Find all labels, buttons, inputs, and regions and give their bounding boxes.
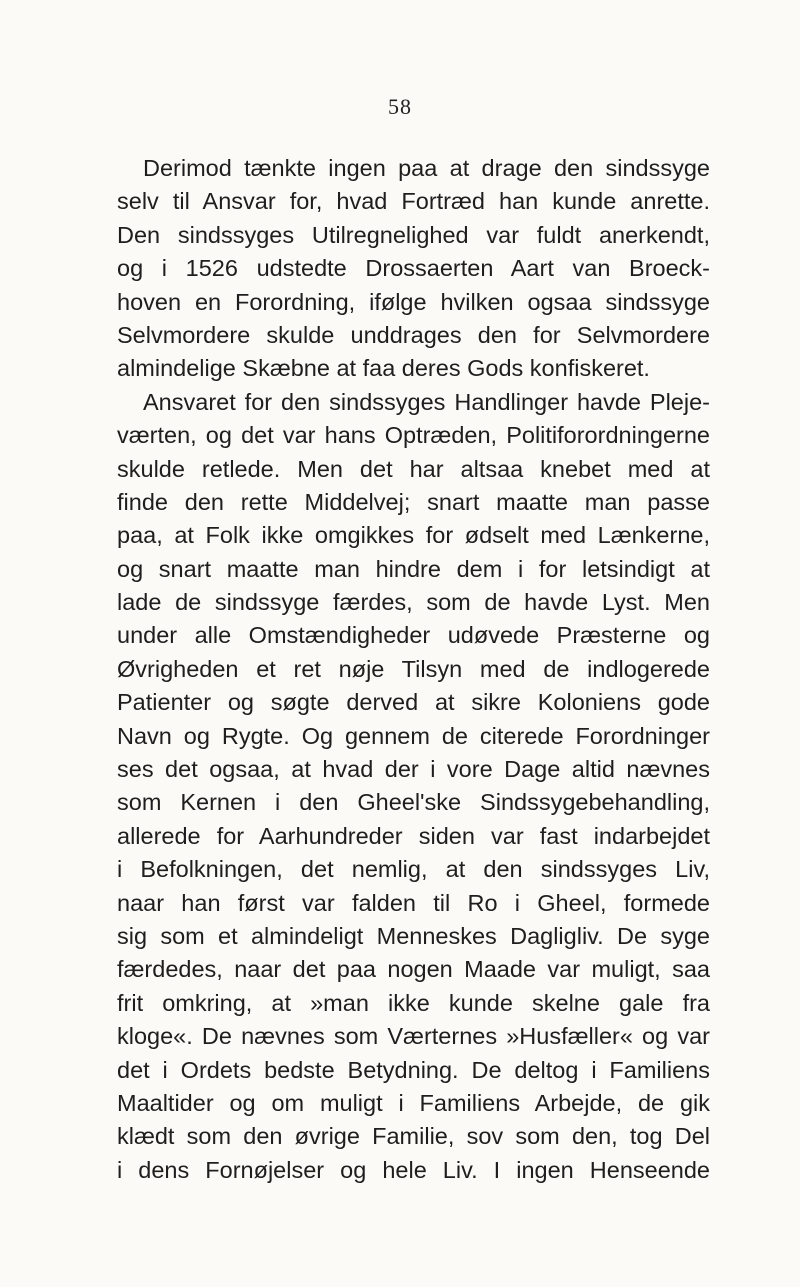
page-number: 58 bbox=[388, 94, 412, 119]
text-line: almindelige Skæbne at faa deres Gods konfiskeret. bbox=[117, 355, 650, 382]
text-line: som Kernen i den Gheel'ske Sindssygebehandling, bbox=[117, 789, 710, 816]
text-line: sig som et almindeligt Menneskes Dagligliv. De syge bbox=[117, 922, 710, 949]
body-text bbox=[117, 152, 710, 1187]
text-line: lade de sindssyge færdes, som de havde Lyst. Men bbox=[117, 589, 710, 616]
text-line: skulde retlede. Men det har altsaa knebet med at bbox=[117, 455, 710, 482]
text-line: Øvrigheden et ret nøje Tilsyn med de indlogerede bbox=[117, 655, 710, 682]
text-line: Selvmordere skulde unddrages den for Selvmordere bbox=[117, 321, 710, 348]
text-line: i dens Fornøjelser og hele Liv. I ingen Henseende bbox=[117, 1156, 710, 1183]
text-line: Ansvaret for den sindssyges Handlinger havde Pleje- bbox=[143, 388, 710, 415]
text-line: naar han først var falden til Ro i Gheel, formede bbox=[117, 889, 710, 916]
text-line: Navn og Rygte. Og gennem de citerede Forordninger bbox=[117, 722, 710, 749]
text-line: paa, at Folk ikke omgikkes for ødselt med Lænkerne, bbox=[117, 522, 710, 549]
text-line: finde den rette Middelvej; snart maatte man passe bbox=[117, 488, 710, 515]
text-line: færdedes, naar det paa nogen Maade var muligt, saa bbox=[117, 956, 710, 983]
text-line: frit omkring, at »man ikke kunde skelne gale fra bbox=[117, 989, 710, 1016]
text-line: og i 1526 udstedte Drossaerten Aart van Broeck- bbox=[117, 255, 710, 282]
text-line: allerede for Aarhundreder siden var fast indarbejdet bbox=[117, 822, 710, 849]
text-line: Patienter og søgte derved at sikre Koloniens gode bbox=[117, 689, 710, 716]
text-line: og snart maatte man hindre dem i for letsindigt at bbox=[117, 555, 710, 582]
text-line: Derimod tænkte ingen paa at drage den sindssyge bbox=[143, 155, 710, 181]
text-line: under alle Omstændigheder udøvede Præsterne og bbox=[117, 622, 710, 649]
paragraph bbox=[117, 152, 710, 386]
text-line: klædt som den øvrige Familie, sov som den, tog Del bbox=[117, 1123, 710, 1150]
text-line: selv til Ansvar for, hvad Fortræd han kunde anrette. bbox=[117, 188, 710, 215]
text-line: hoven en Forordning, ifølge hvilken ogsaa sindssyge bbox=[117, 288, 710, 315]
text-line: ses det ogsaa, at hvad der i vore Dage altid nævnes bbox=[117, 756, 710, 783]
text-line: Maaltider og om muligt i Familiens Arbejde, de gik bbox=[117, 1089, 710, 1116]
text-line: kloge«. De nævnes som Værternes »Husfæller« og var bbox=[117, 1023, 710, 1050]
text-line: i Befolkningen, det nemlig, at den sindssyges Liv, bbox=[117, 856, 710, 883]
text-line: Den sindssyges Utilregnelighed var fuldt anerkendt, bbox=[117, 221, 710, 248]
paragraph bbox=[117, 386, 710, 1187]
text-line: værten, og det var hans Optræden, Politiforordningerne bbox=[117, 422, 710, 449]
text-line: det i Ordets bedste Betydning. De deltog i Familiens bbox=[117, 1056, 710, 1083]
